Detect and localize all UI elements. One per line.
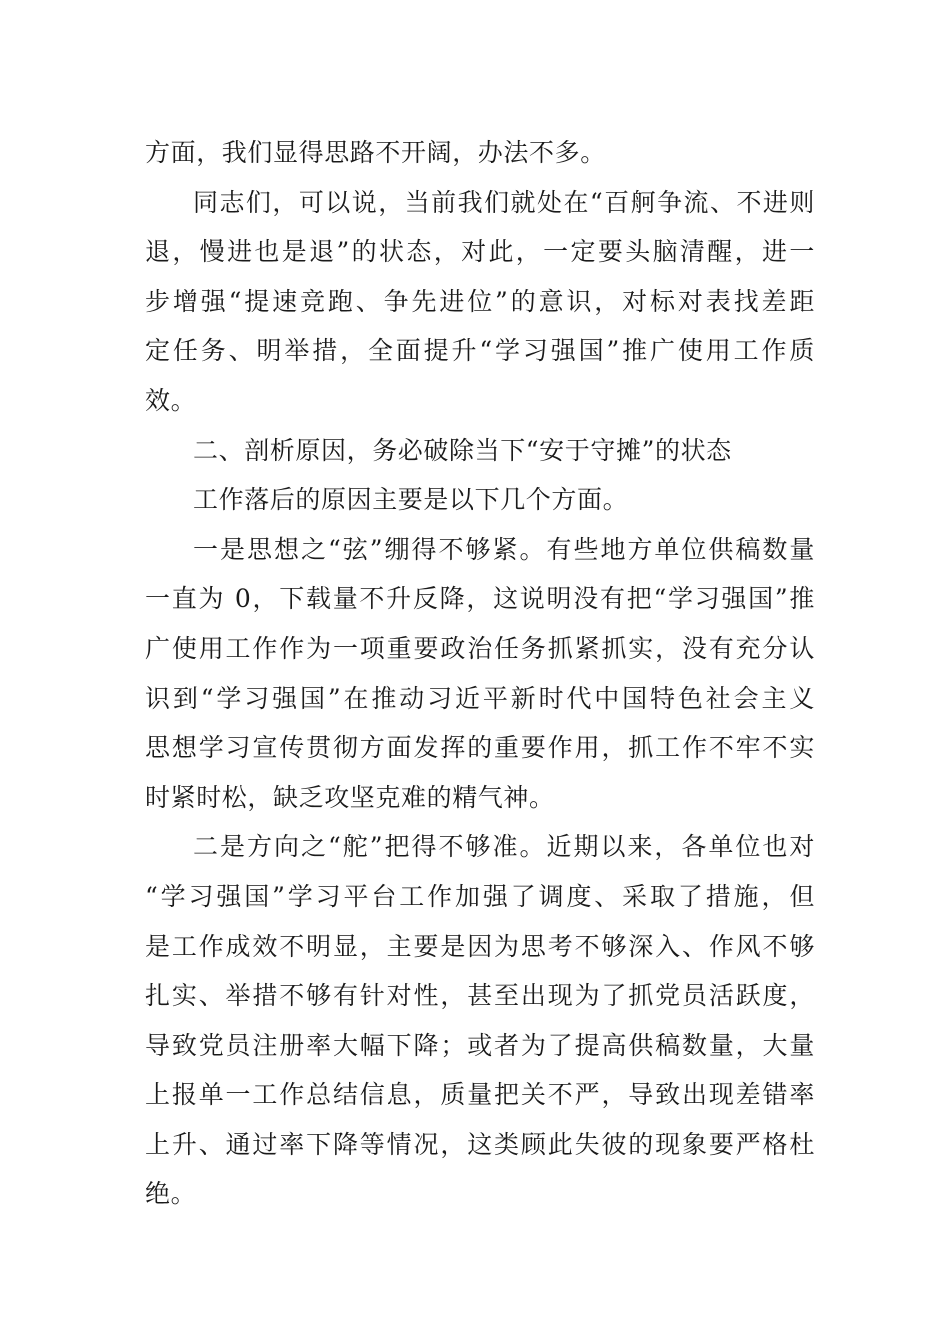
text-line-21: 上升、通过率下降等情况，这类顾此失彼的现象要严格杜 bbox=[145, 1129, 815, 1159]
document-body bbox=[145, 128, 815, 1219]
text-line-1: 方面，我们显得思路不开阔，办法不多。 bbox=[145, 138, 606, 167]
text-line-17: 是工作成效不明显，主要是因为思考不够深入、作风不够 bbox=[145, 931, 815, 961]
text-line-15: 二是方向之“舵”把得不够准。近期以来，各单位也对 bbox=[193, 832, 815, 862]
text-line-2: 同志们，可以说，当前我们就处在“百舸争流、不进则 bbox=[193, 187, 815, 217]
text-line-20: 上报单一工作总结信息，质量把关不严，导致出现差错率 bbox=[145, 1080, 815, 1110]
text-line-12: 识到“学习强国”在推动习近平新时代中国特色社会主义 bbox=[145, 683, 815, 713]
text-line-10: 一直为 0，下载量不升反降，这说明没有把“学习强国”推 bbox=[145, 584, 815, 614]
text-line-9: 一是思想之“弦”绷得不够紧。有些地方单位供稿数量 bbox=[193, 534, 815, 564]
text-line-14: 时紧时松，缺乏攻坚克难的精气神。 bbox=[145, 782, 555, 812]
text-line-22: 绝。 bbox=[145, 1179, 197, 1209]
text-line-6: 效。 bbox=[145, 385, 197, 415]
text-line-19: 导致党员注册率大幅下降；或者为了提高供稿数量，大量 bbox=[145, 1030, 815, 1060]
section-heading: 二、剖析原因，务必破除当下“安于守摊”的状态 bbox=[193, 435, 732, 465]
text-line-16: “学习强国”学习平台工作加强了调度、采取了措施，但 bbox=[145, 881, 815, 911]
text-line-18: 扎实、举措不够有针对性，甚至出现为了抓党员活跃度， bbox=[145, 981, 815, 1011]
text-line-3: 退，慢进也是退”的状态，对此，一定要头脑清醒，进一 bbox=[145, 237, 815, 267]
text-line-4: 步增强“提速竞跑、争先进位”的意识，对标对表找差距 bbox=[145, 286, 815, 316]
text-line-8: 工作落后的原因主要是以下几个方面。 bbox=[193, 485, 629, 515]
text-line-13: 思想学习宣传贯彻方面发挥的重要作用，抓工作不牢不实 bbox=[145, 733, 815, 763]
text-line-5: 定任务、明举措，全面提升“学习强国”推广使用工作质 bbox=[145, 336, 815, 366]
text-line-11: 广使用工作作为一项重要政治任务抓紧抓实，没有充分认 bbox=[145, 633, 815, 663]
